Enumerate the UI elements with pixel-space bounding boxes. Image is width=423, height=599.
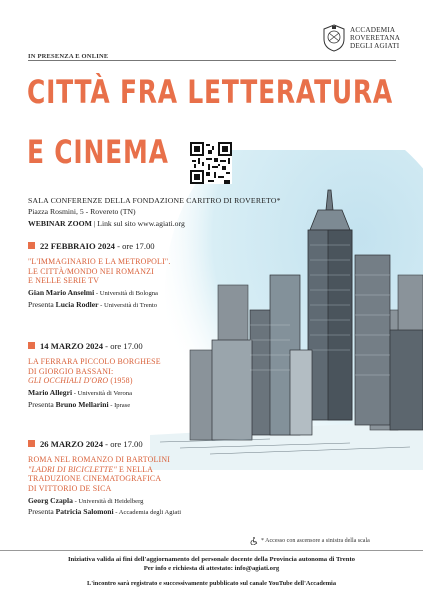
event-date: 22 FEBBRAIO 2024 - ore 17.00: [28, 242, 248, 252]
accessibility-note: [250, 537, 370, 545]
bullet-square-icon: [28, 440, 35, 447]
academy-name-line: DEGLI AGIATI: [350, 42, 400, 51]
qr-code-icon[interactable]: [190, 142, 232, 184]
event-mode-label: IN PRESENZA E ONLINE: [28, 53, 111, 60]
event-speaker: Mario Allegri - Università di Verona: [28, 388, 133, 398]
event-title: ROMA NEL ROMANZO DI BARTOLINI "LADRI DI BICICLETTE" E NELLA TRADUZIONE CINEMATOGRAFICA DI VITTORIO DE SICA: [28, 454, 171, 494]
footer-contact: Per info e richiesta di attestato: info@agiati.org: [143, 565, 280, 572]
bullet-square-icon: [28, 342, 35, 349]
academy-logo: [322, 24, 400, 52]
webinar-label: WEBINAR ZOOM: [28, 218, 92, 228]
event-title: "L'IMMAGINARIO E LA METROPOLI". LE CITTÀ/MONDO NEI ROMANZI E NELLE SERIE TV: [28, 256, 171, 286]
event-3: [28, 440, 248, 519]
academy-name: [350, 26, 400, 51]
academy-name-line: ACCADEMIA: [350, 25, 396, 34]
venue-hall: SALA CONFERENZE DELLA FONDAZIONE CARITRO DI ROVERETO*: [28, 196, 281, 205]
event-speaker: Gian Mario Anselmi - Università di Bologna: [28, 288, 158, 298]
header-divider: [28, 60, 396, 61]
event-presenter: Presenta Bruno Mellarini - Iprase: [28, 399, 131, 409]
footer-info: [0, 555, 423, 573]
event-1: [28, 242, 248, 311]
bullet-square-icon: [28, 242, 35, 249]
webinar-info: [28, 218, 328, 229]
footer-accreditation: Iniziativa valida ai fini dell'aggiornamento del personale docente della Provincia autonoma di Trento: [67, 556, 356, 563]
venue-address: Piazza Rosmini, 5 - Rovereto (TN): [28, 207, 136, 217]
event-2: [28, 342, 248, 411]
accessibility-text: * Accesso con ascensore a sinistra della scala: [261, 538, 370, 544]
venue-info: [28, 195, 328, 229]
event-speaker: Georg Czapla - Università di Heidelberg: [28, 495, 144, 505]
academy-name-line: ROVERETANA: [350, 33, 401, 42]
wheelchair-icon: [250, 537, 258, 545]
footer-recording-note: L'incontro sarà registrato e successivamente pubblicato sul canale YouTube dell'Accademia: [86, 580, 337, 587]
poster-title-line-1: CITTÀ FRA LETTERATURA: [27, 73, 394, 111]
event-date: 26 MARZO 2024 - ore 17.00: [28, 440, 248, 450]
event-presenter: Presenta Lucia Rodler - Università di Trento: [28, 299, 158, 309]
event-presenter: Presenta Patricia Salomoni - Accademia degli Agiati: [28, 507, 182, 517]
event-date: 14 MARZO 2024 - ore 17.00: [28, 342, 248, 352]
webinar-link[interactable]: | Link sul sito www.agiati.org: [91, 218, 185, 228]
event-title: LA FERRARA PICCOLO BORGHESE DI GIORGIO BASSANI: GLI OCCHIALI D'ORO (1958): [28, 356, 161, 386]
poster-title-line-2: E CINEMA: [27, 133, 169, 171]
academy-seal-icon: [322, 24, 346, 52]
